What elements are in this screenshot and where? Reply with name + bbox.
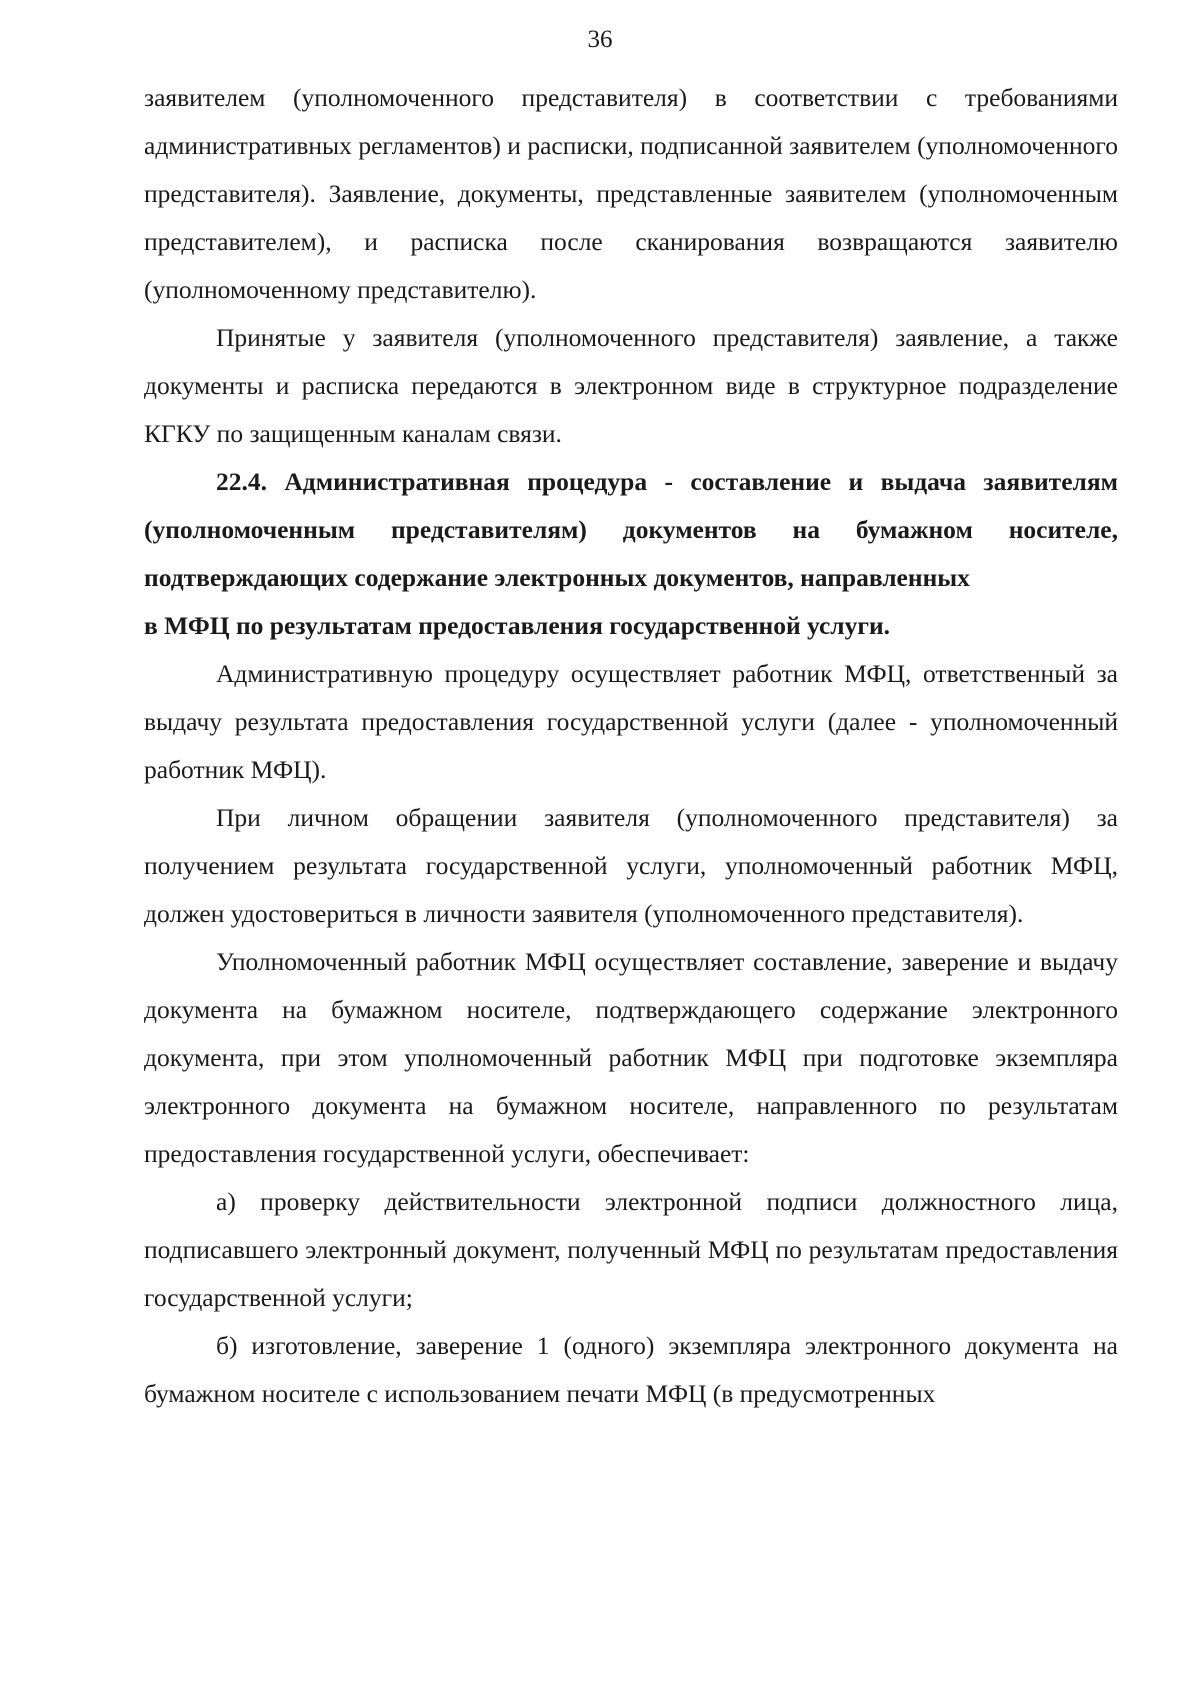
section-heading: в МФЦ по результатам предоставления государственной услуги. [144,611,891,640]
body-paragraph: При личном обращении заявителя (уполномоченного представителя) за получением результата государственной услуги, уполномоченный работник МФЦ, должен удостовериться в личности заявителя (уполномоченного представителя). [144,803,1118,928]
section-heading: 22.4. Административная процедура - составление и выдача заявителям (уполномоченным представителям) документов на бумажном носителе, подтверждающих содержание электронных документов, направленных [144,467,1118,592]
page-number: 36 [587,26,613,53]
body-paragraph: Уполномоченный работник МФЦ осуществляет составление, заверение и выдачу документа на бумажном носителе, подтверждающего содержание электронного документа, при этом уполномоченный работник МФЦ при подготовке экземпляра электронного документа на бумажном носителе, направленного по результатам предоставления государственной услуги, обеспечивает: [144,947,1118,1168]
body-paragraph: Принятые у заявителя (уполномоченного представителя) заявление, а также документы и расписка передаются в электронном виде в структурное подразделение КГКУ по защищенным каналам связи. [144,323,1118,448]
body-paragraph: Административную процедуру осуществляет работник МФЦ, ответственный за выдачу результата предоставления государственной услуги (далее - уполномоченный работник МФЦ). [144,659,1118,784]
body-paragraph: заявителем (уполномоченного представителя) в соответствии с требованиями административных регламентов) и расписки, подписанной заявителем (уполномоченного представителя). Заявление, документы, представленные заявителем (уполномоченным представителем), и расписка после сканирования возвращаются заявителю (уполномоченному представителю). [144,83,1118,304]
body-paragraph: а) проверку действительности электронной подписи должностного лица, подписавшего электронный документ, полученный МФЦ по результатам предоставления государственной услуги; [144,1187,1118,1312]
document-body [144,74,1118,1418]
body-paragraph: б) изготовление, заверение 1 (одного) экземпляра электронного документа на бумажном носителе с использованием печати МФЦ (в предусмотренных [144,1331,1118,1408]
